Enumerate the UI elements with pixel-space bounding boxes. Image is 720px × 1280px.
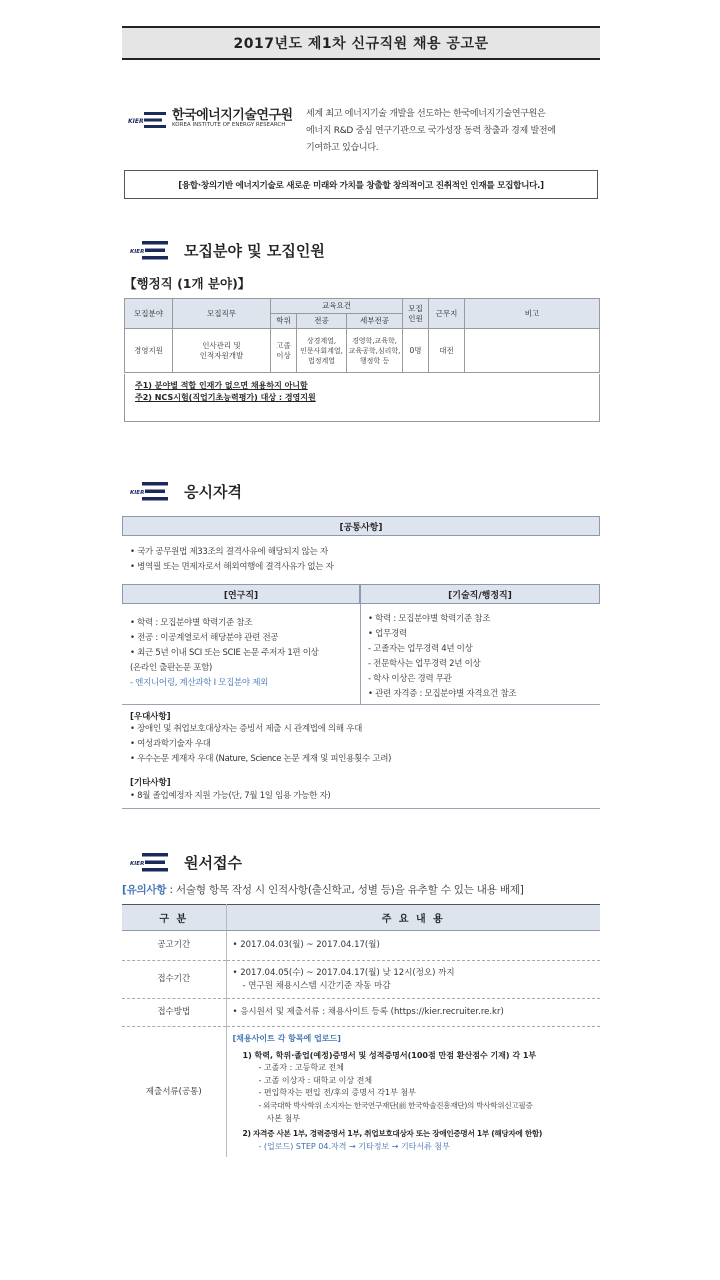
intro-line: 기여하고 있습니다.: [306, 143, 379, 153]
list-item: - 학사 이상은 경력 무관: [368, 674, 452, 684]
svg-text:KIER: KIER: [130, 249, 145, 255]
list-item: • 병역필 또는 면제자로서 해외여행에 결격사유가 없는 자: [130, 562, 334, 572]
col-header-major: 전공: [297, 314, 347, 329]
docs-line: - 고졸자 : 고등학교 전체: [258, 1063, 344, 1073]
docs-line: - 편입학자는 편입 전/후의 증명서 각1부 첨부: [258, 1088, 416, 1098]
docs-line: - 외국대학 박사학위 소지자는 한국연구재단(前 한국학술진흥재단)의 박사학위신고필증: [258, 1100, 533, 1110]
kier-logo: [128, 104, 293, 134]
caution-note: [122, 882, 524, 897]
slogan-box: [융합·창의기반 에너지기술로 새로운 미래와 가치를 창출할 창의적이고 진취적인 인재를 모집합니다.]: [124, 170, 598, 199]
list-item: - 전문학사는 업무경력 2년 이상: [368, 659, 481, 669]
research-band: [연구직]: [122, 584, 360, 604]
table-notes: [124, 374, 600, 422]
col-header-edu: 교육요건: [271, 299, 403, 314]
section-heading-application: [130, 848, 242, 876]
section-title: 응시자격: [184, 482, 242, 501]
row-content: [226, 961, 600, 999]
research-list: [130, 616, 319, 691]
cell-duty: 인사관리 및 인적자원개발: [173, 329, 271, 373]
tech-list: [368, 612, 516, 702]
cell-detail: 경영학,교육학, 교육공학,심리학, 행정학 등: [347, 329, 403, 373]
admin-position-subheading: 【행정직 (1개 분야)】: [124, 276, 251, 291]
col-header-detail: 세부전공: [347, 314, 403, 329]
docs-line: [채용사이트 각 항목에 업로드]: [232, 1034, 341, 1043]
row-label: 접수기간: [122, 961, 226, 999]
list-item: - 엔지니어링, 계산과학 I 모집분야 제외: [130, 678, 269, 688]
cell-remark: [465, 329, 600, 373]
svg-text:KIER: KIER: [130, 490, 145, 496]
row-label: 접수방법: [122, 999, 226, 1027]
list-item: (온라인 출판논문 포함): [130, 663, 213, 673]
section-divider: [122, 704, 600, 705]
list-item: • 국가 공무원법 제33조의 결격사유에 해당되지 않는 자: [130, 547, 328, 557]
pref-label: [우대사항]: [130, 712, 171, 722]
section-divider: [122, 808, 600, 809]
common-list: [130, 545, 333, 575]
col-header-content: 주 요 내 용: [226, 905, 600, 931]
list-item: • 관련 자격증 : 모집분야별 자격요건 참조: [368, 689, 517, 699]
table-row: [122, 999, 600, 1027]
docs-line: 1) 학력, 학위·졸업(예정)증명서 및 성적증명서(100점 만점 환산점수 기재) 각 1부: [242, 1050, 537, 1060]
receipt-line: - 연구원 채용시스템 시간기준 자동 마감: [242, 980, 391, 991]
page-title: 2017년도 제1차 신규직원 채용 공고문: [122, 26, 600, 60]
caution-text: : 서술형 항목 작성 시 인적사항(출신학교, 성별 등)을 유추할 수 있는 내용 배제]: [166, 884, 524, 896]
table-row: [122, 1027, 600, 1158]
list-item: • 8월 졸업예정자 지원 가능(단, 7월 1일 임용 가능한 자): [130, 791, 331, 801]
col-header-location: 근무지: [429, 299, 465, 329]
list-item: • 업무경력: [368, 629, 407, 639]
col-header-count: 모집 인원: [403, 299, 429, 329]
table-row: [122, 931, 600, 961]
cell-location: 대전: [429, 329, 465, 373]
docs-line: - 고졸 이상자 : 대학교 이상 전체: [258, 1075, 373, 1085]
list-item: • 최근 5년 이내 SCI 또는 SCIE 논문 주저자 1편 이상: [130, 648, 319, 658]
caution-label: [유의사항: [122, 884, 167, 896]
row-content: • 2017.04.03(월) ~ 2017.04.17(월): [226, 931, 600, 961]
application-table: [122, 904, 600, 1157]
list-item: • 전공 : 이공계열로서 해당분야 관련 전공: [130, 633, 279, 643]
list-item: • 우수논문 게재자 우대 (Nature, Science 논문 게재 및 피인용횟수 고려): [130, 754, 392, 764]
intro-line: 에너지 R&D 중심 연구기관으로 국가성장 동력 창출과 경제 발전에: [306, 126, 556, 136]
recruitment-table: [124, 298, 600, 373]
row-label: 공고기간: [122, 931, 226, 961]
list-item: • 학력 : 모집분야별 학력기준 참조: [368, 614, 491, 624]
col-header-field: 모집분야: [125, 299, 173, 329]
docs-line: - (업로드) STEP 04.자격 → 기타정보 → 기타서류 첨부: [258, 1141, 450, 1151]
logo-english-name: KOREA INSTITUTE OF ENERGY RESEARCH: [172, 122, 286, 128]
row-content: [226, 1027, 600, 1158]
cell-count: 0명: [403, 329, 429, 373]
kier-section-icon: [130, 238, 170, 262]
kier-section-icon: [130, 850, 170, 874]
logo-mark-text: KIER: [128, 118, 144, 125]
row-content: • 응시원서 및 제출서류 : 채용사이트 등록 (https://kier.recruiter.re.kr): [226, 999, 600, 1027]
intro-paragraph: [306, 106, 598, 157]
table-row: [122, 961, 600, 999]
table-row: [125, 329, 600, 373]
receipt-line: • 2017.04.05(수) ~ 2017.04.17(월) 낮 12시(정오) 까지: [232, 967, 455, 978]
pref-list: [130, 722, 391, 767]
docs-line: 사본 첨부: [266, 1113, 300, 1123]
docs-line: 2) 자격증 사본 1부, 경력증명서 1부, 취업보호대상자 또는 장애인증명서 1부 (해당자에 한함): [242, 1129, 543, 1139]
note-line: 주1) 분야별 적합 인재가 없으면 채용하지 아니함: [135, 381, 308, 390]
logo-korean-name: 한국에너지기술연구원: [172, 108, 293, 123]
svg-text:KIER: KIER: [130, 861, 145, 867]
section-title: 원서접수: [184, 853, 242, 872]
common-band: [공통사항]: [122, 516, 600, 536]
cell-major: 상경계열, 인문사회계열, 법정계열: [297, 329, 347, 373]
column-divider: [360, 604, 361, 704]
col-header-duty: 모집직무: [173, 299, 271, 329]
cell-field: 경영지원: [125, 329, 173, 373]
kier-section-icon: [130, 479, 170, 503]
section-title: 모집분야 및 모집인원: [184, 241, 325, 260]
list-item: • 여성과학기술자 우대: [130, 739, 211, 749]
section-heading-qualification: [130, 477, 242, 505]
tech-admin-band: [기술직/행정직]: [360, 584, 600, 604]
list-item: • 학력 : 모집분야별 학력기준 참조: [130, 618, 253, 628]
cell-degree: 고졸 이상: [271, 329, 297, 373]
note-line: 주2) NCS시험(직업기초능력평가) 대상 : 경영지원: [135, 393, 316, 402]
kier-logo-icon: [128, 110, 168, 130]
list-item: • 장애인 및 취업보호대상자는 증빙서 제출 시 관계법에 의해 우대: [130, 724, 363, 734]
col-header-category: 구 분: [122, 905, 226, 931]
etc-list: [130, 789, 330, 804]
list-item: - 고졸자는 업무경력 4년 이상: [368, 644, 473, 654]
col-header-degree: 학위: [271, 314, 297, 329]
section-heading-recruitment: [130, 236, 325, 264]
row-label: 제출서류(공통): [122, 1027, 226, 1158]
etc-label: [기타사항]: [130, 778, 171, 788]
col-header-remark: 비고: [465, 299, 600, 329]
intro-line: 세계 최고 에너지기술 개발을 선도하는 한국에너지기술연구원은: [306, 109, 546, 119]
